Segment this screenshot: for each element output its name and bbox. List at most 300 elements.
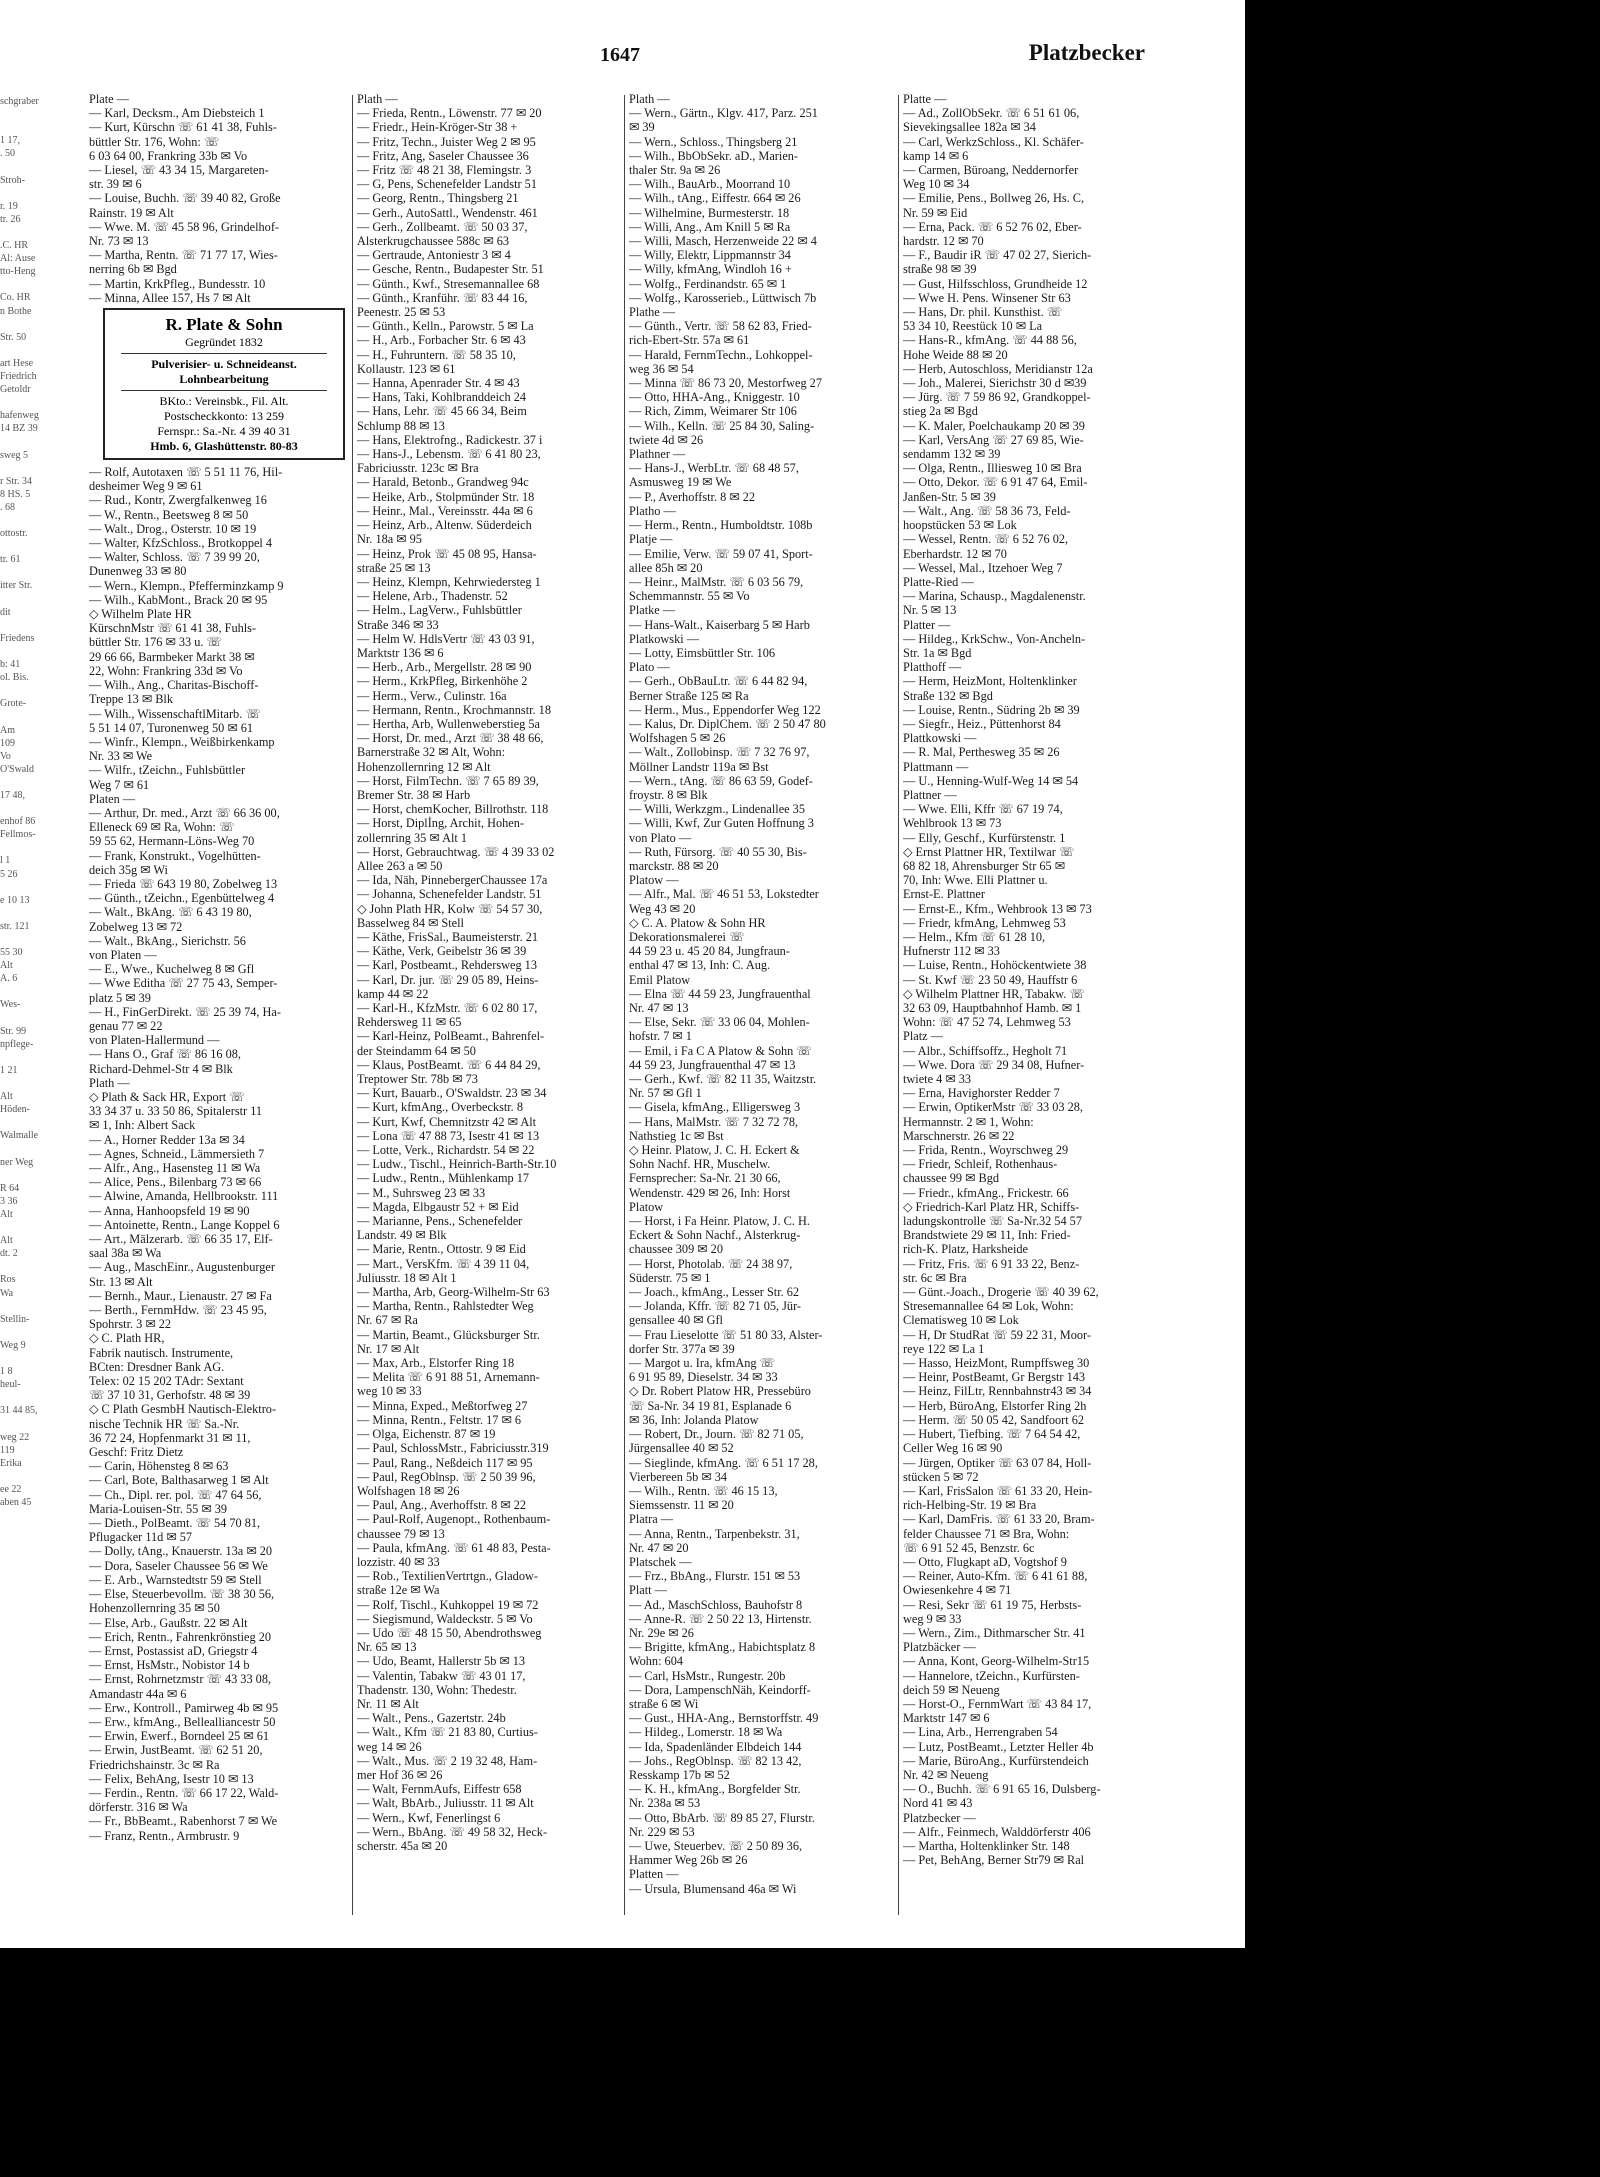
directory-entry-line: — Ida, Näh, PinnebergerChaussee 17a: [357, 873, 548, 888]
directory-entry-line: — Frida, Rentn., Woyrschweg 29: [903, 1143, 1069, 1158]
directory-entry-line: platz 5 ✉ 39: [89, 990, 151, 1005]
directory-entry-line: ◇ C. Plath HR,: [89, 1331, 165, 1346]
directory-entry-line: Weg 7 ✉ 61: [89, 777, 150, 792]
directory-entry-line: scherstr. 45a ✉ 20: [357, 1838, 448, 1853]
directory-entry-line: — Wolfg., Karosseriеb., Lüttwisch 7b: [629, 290, 817, 305]
directory-entry-line: — Willi, Ang., Am Knill 5 ✉ Ra: [629, 219, 791, 234]
directory-entry-line: büttler Str. 176, Wohn: ☏: [89, 134, 220, 149]
directory-entry-line: 59 55 62, Hermann-Löns-Weg 70: [89, 834, 255, 849]
gutter-fragment: 8 HS. 5: [0, 488, 31, 500]
directory-entry-line: — Walt., Ang. ☏ 58 36 73, Feld-: [903, 503, 1071, 518]
directory-entry-line: — Kurt, kfmAng., Overbeckstr. 8: [357, 1100, 523, 1115]
directory-entry-line: — Walt., Zollobinsp. ☏ 7 32 76 97,: [629, 745, 810, 760]
directory-entry-line: — Wilh., WissenschaftlMitarb. ☏: [89, 706, 261, 721]
directory-entry-line: — Fritz, Ang, Saseler Chaussee 36: [357, 148, 529, 163]
directory-entry-line: — Ad., MaschSchloss, Bauhofstr 8: [629, 1597, 803, 1612]
directory-entry-line: — Fr., BbBeamt., Rabenhorst 7 ✉ We: [89, 1814, 278, 1829]
directory-entry-line: — Käthe, Verk, Geibelstr 36 ✉ 39: [357, 944, 527, 959]
directory-column-3: [629, 92, 891, 1932]
directory-entry-line: stücken 5 ✉ 72: [903, 1469, 979, 1484]
directory-entry-line: — Minna ☏ 86 73 20, Mestorfweg 27: [629, 376, 822, 391]
directory-entry-line: thaler Str. 9a ✉ 26: [629, 163, 721, 178]
directory-entry-line: rich-K. Platz, Harksheide: [903, 1242, 1028, 1257]
directory-entry-line: — Walter, Schloss. ☏ 7 39 99 20,: [89, 550, 260, 565]
directory-entry-line: — Paula, kfmAng. ☏ 61 48 83, Pesta-: [357, 1540, 551, 1555]
gutter-fragment: [0, 1221, 85, 1234]
directory-entry-line: — Hans, MalMstr. ☏ 7 32 72 78,: [629, 1114, 799, 1129]
directory-entry-line: — Wilh., tAng., Eiffestr. 664 ✉ 26: [629, 191, 801, 206]
directory-entry-line: — Horst, i Fa Heinr. Platow, J. C. H.: [629, 1214, 810, 1229]
directory-entry-line: — Wilh., BbObSekr. aD., Marien-: [629, 148, 799, 163]
gutter-fragment: str. 121: [0, 920, 30, 932]
directory-entry-line: — Else, Sekr. ☏ 33 06 04, Mohlen-: [629, 1015, 810, 1030]
directory-entry-line: — Carl, Bote, Balthasarweg 1 ✉ Alt: [89, 1473, 269, 1488]
directory-entry-line: — Dora, LampenschNäh, Keindorff-: [629, 1682, 811, 1697]
directory-entry-line: — Friedr, Schleif, Rothenhaus-: [903, 1157, 1058, 1172]
directory-entry-line: — Agnes, Schneid., Lämmersieth 7: [89, 1146, 265, 1161]
directory-entry-line: — Hubert, Tiefbing. ☏ 7 64 54 42,: [903, 1427, 1081, 1442]
gutter-fragment: r Str. 34: [0, 475, 32, 487]
directory-entry-line: Plattmann —: [903, 759, 969, 774]
directory-entry-line: nische Technik HR ☏ Sa.-Nr.: [89, 1416, 240, 1431]
directory-entry-line: — Gerh., AutoSattl., Wendenstr. 461: [357, 205, 538, 220]
gutter-fragment: [0, 462, 85, 475]
directory-entry-line: Süderstr. 75 ✉ 1: [629, 1270, 711, 1285]
directory-entry-line: Wohn: 604: [629, 1654, 684, 1669]
directory-entry-line: — Willi, Kwf, Zur Guten Hoffnung 3: [629, 816, 814, 831]
directory-entry-line: stieg 2a ✉ Bgd: [903, 404, 978, 419]
directory-entry-line: — Wilh., BauArb., Moorrand 10: [629, 177, 791, 192]
directory-entry-line: — Hans, Elektrofng., Radickestr. 37 i: [357, 432, 543, 447]
directory-entry-line: — Else, Steuerbevollm. ☏ 38 30 56,: [89, 1587, 275, 1602]
directory-entry-line: — Wern., tAng. ☏ 86 63 59, Godef-: [629, 773, 813, 788]
directory-entry-line: Platt —: [629, 1583, 667, 1598]
page-number: 1647: [600, 44, 640, 66]
directory-entry-line: — Carmen, Büroang, Neddernorfer: [903, 163, 1079, 178]
directory-entry-line: — Otto, HHA-Ang., Kniggestr. 10: [629, 390, 800, 405]
directory-entry-line: — Emil, i Fa C A Platow & Sohn ☏: [629, 1043, 812, 1058]
directory-entry-line: ◇ John Plath HR, Kolw ☏ 54 57 30,: [357, 901, 543, 916]
directory-entry-line: — Gesche, Rentn., Budapester Str. 51: [357, 262, 544, 277]
directory-entry-line: — Lutz, PostBeamt., Letzter Heller 4b: [903, 1739, 1094, 1754]
directory-entry-line: genau 77 ✉ 22: [89, 1018, 163, 1033]
directory-entry-line: — Melita ☏ 6 91 88 51, Arnemann-: [357, 1370, 540, 1385]
gutter-fragment: R 64: [0, 1182, 20, 1194]
directory-entry-line: — Herb., Arb., Mergellstr. 28 ✉ 90: [357, 660, 532, 675]
directory-entry-line: Resskamp 17b ✉ 52: [629, 1767, 730, 1782]
directory-entry-line: — Minna, Allee 157, Hs 7 ✉ Alt: [89, 290, 251, 305]
directory-entry-line: Richard-Dehmel-Str 4 ✉ Blk: [89, 1061, 233, 1076]
gutter-fragment: [0, 1143, 85, 1156]
directory-entry-line: — A., Horner Redder 13a ✉ 34: [89, 1132, 245, 1147]
directory-entry-line: — Art., Mälzerarb. ☏ 66 35 17, Elf-: [89, 1232, 273, 1247]
directory-entry-line: Marschnerstr. 26 ✉ 22: [903, 1128, 1015, 1143]
directory-entry-line: — Luise, Rentn., Hohöckentwiete 38: [903, 958, 1087, 973]
gutter-fragment: O'Swald: [0, 763, 35, 775]
directory-entry-line: — Arthur, Dr. med., Arzt ☏ 66 36 00,: [89, 805, 280, 820]
directory-entry-line: desheimer Weg 9 ✉ 61: [89, 479, 203, 494]
directory-entry-line: — H., Arb., Forbacher Str. 6 ✉ 43: [357, 333, 526, 348]
entries-before-ad: [89, 92, 351, 305]
directory-entry-line: — Kurt, Bauarb., O'Swaldstr. 23 ✉ 34: [357, 1086, 547, 1101]
directory-entry-line: — Erna, Pack. ☏ 6 52 76 02, Eber-: [903, 219, 1082, 234]
directory-entry-line: — Rolf, Autotaxen ☏ 5 51 11 76, Hil-: [89, 465, 283, 480]
directory-entry-line: straße 25 ✉ 13: [357, 560, 431, 575]
directory-entry-line: hoopstücken 53 ✉ Lok: [903, 518, 1017, 533]
directory-entry-line: Marktstr 147 ✉ 6: [903, 1711, 990, 1726]
gutter-fragment: [0, 933, 85, 946]
directory-entry-line: Sievekingsallee 182a ✉ 34: [903, 120, 1036, 135]
directory-entry-line: — Johs., RegOblnsp. ☏ 82 13 42,: [629, 1753, 802, 1768]
gutter-fragment: [0, 396, 85, 409]
directory-entry-line: — Hertha, Arb, Wullenweberstieg 5a: [357, 716, 540, 731]
directory-entry-line: str. 39 ✉ 6: [89, 177, 142, 192]
directory-entry-line: — Marina, Schausp., Magdalenenstr.: [903, 589, 1086, 604]
gutter-fragment: [0, 985, 85, 998]
gutter-fragment: 119: [0, 1444, 15, 1456]
gutter-fragment: [0, 619, 85, 632]
gutter-fragment: Höden-: [0, 1104, 30, 1116]
directory-entry-line: — Heike, Arb., Stolpmünder Str. 18: [357, 489, 535, 504]
gutter-fragment: 17 48,: [0, 789, 25, 801]
directory-entry-line: — Karl, Dr. jur. ☏ 29 05 89, Heins-: [357, 972, 539, 987]
gutter-fragment: [0, 881, 85, 894]
gutter-fragment: l 1: [0, 855, 11, 867]
directory-entry-line: — Frank, Konstrukt., Vogelhütten-: [89, 848, 261, 863]
directory-entry-line: — Anne-R. ☏ 2 50 22 13, Hirtenstr.: [629, 1611, 812, 1626]
directory-entry-line: Celler Weg 16 ✉ 90: [903, 1441, 1003, 1456]
directory-entry-line: — Ernst, Rohrnetzmstr ☏ 43 33 08,: [89, 1672, 272, 1687]
directory-column-2: [357, 92, 619, 1932]
directory-entry-line: kamp 14 ✉ 6: [903, 148, 969, 163]
directory-entry-line: Geschf: Fritz Dietz: [89, 1445, 184, 1460]
directory-entry-line: — Paul, RegOblnsp. ☏ 2 50 39 96,: [357, 1469, 536, 1484]
directory-entry-line: zollernring 35 ✉ Alt 1: [357, 830, 468, 845]
directory-entry-line: — Helm W. HdlsVertr ☏ 43 03 91,: [357, 631, 535, 646]
directory-entry-line: — Wilh., KabMont., Brack 20 ✉ 95: [89, 592, 268, 607]
directory-entry-line: — Walter, KfzSchloss., Brotkoppel 4: [89, 536, 273, 551]
page-header: [0, 40, 1245, 70]
directory-entry-line: hardstr. 12 ✉ 70: [903, 234, 984, 249]
directory-entry-line: reye 122 ✉ La 1: [903, 1341, 985, 1356]
directory-entry-line: von Platen-Hallermund —: [89, 1033, 220, 1048]
directory-entry-line: — Günth., tZeichn., Egenbüttelweg 4: [89, 891, 275, 906]
directory-entry-line: von Platen —: [89, 947, 157, 962]
advertisement-box: [103, 308, 345, 460]
directory-entry-line: Sohn Nachf. HR, Muschelw.: [629, 1157, 771, 1172]
gutter-fragment: itter Str.: [0, 580, 33, 592]
directory-entry-line: weg 36 ✉ 54: [629, 361, 694, 376]
directory-entry-line: — Otto, BbArb. ☏ 89 85 27, Flurstr.: [629, 1810, 815, 1825]
directory-entry-line: — Karl, Decksm., Am Diebsteich 1: [89, 106, 265, 121]
ad-line: BKto.: Vereinsbk., Fil. Alt.: [159, 394, 289, 409]
gutter-fragment: ner Weg: [0, 1156, 34, 1168]
directory-entry-line: — Hans, Lehr. ☏ 45 66 34, Beim: [357, 404, 527, 419]
directory-entry-line: — U., Henning-Wulf-Weg 14 ✉ 54: [903, 773, 1079, 788]
directory-entry-line: — Hans-Walt., Kaiserbarg 5 ✉ Harb: [629, 617, 810, 632]
directory-entry-line: — Emilie, Pens., Bollweg 26, Hs. C,: [903, 191, 1085, 206]
directory-column-1: [89, 92, 351, 1932]
directory-entry-line: felder Chaussee 71 ✉ Bra, Wohn:: [903, 1526, 1070, 1541]
directory-entry-line: — Gerh., Kwf. ☏ 82 11 35, Waitzstr.: [629, 1072, 817, 1087]
directory-entry-line: BCten: Dresdner Bank AG.: [89, 1359, 225, 1374]
directory-entry-line: straße 6 ✉ Wi: [629, 1696, 699, 1711]
directory-entry-line: — Ch., Dipl. rer. pol. ☏ 47 64 56,: [89, 1487, 262, 1502]
directory-entry-line: froystr. 8 ✉ Blk: [629, 787, 708, 802]
directory-entry-line: marckstr. 88 ✉ 20: [629, 858, 719, 873]
directory-entry-line: Nr. 65 ✉ 13: [357, 1640, 417, 1655]
directory-entry-line: Dunenweg 33 ✉ 80: [89, 564, 187, 579]
directory-entry-line: weg 9 ✉ 33: [903, 1611, 962, 1626]
gutter-fragment: ol. Bis.: [0, 672, 29, 684]
gutter-fragment: hafenweg: [0, 410, 39, 422]
directory-entry-line: — Louise, Rentn., Südring 2b ✉ 39: [903, 702, 1080, 717]
directory-entry-line: — W., Rentn., Beetsweg 8 ✉ 50: [89, 507, 249, 522]
directory-entry-line: — Antoinette, Rentn., Lange Koppel 6: [89, 1217, 280, 1232]
directory-entry-line: chaussee 79 ✉ 13: [357, 1526, 445, 1541]
directory-entry-line: — Reiner, Auto-Kfm. ☏ 6 41 61 88,: [903, 1569, 1088, 1584]
gutter-fragment: Walmalle: [0, 1130, 39, 1142]
directory-entry-line: Wohn: ☏ 47 52 74, Lehmweg 53: [903, 1015, 1071, 1030]
directory-entry-line: Fernsprecher: Sa-Nr. 21 30 66,: [629, 1171, 781, 1186]
gutter-fragment: schgraber: [0, 96, 39, 107]
directory-entry-line: — Carin, Höhensteg 8 ✉ 63: [89, 1459, 229, 1474]
gutter-fragment: [0, 1012, 85, 1025]
directory-entry-line: — Günth., Kelln., Parowstr. 5 ✉ La: [357, 319, 534, 334]
directory-entry-line: Schemmannstr. 55 ✉ Vo: [629, 589, 750, 604]
directory-entry-line: — Heinz, FilLtr, Rennbahnstr43 ✉ 34: [903, 1384, 1092, 1399]
directory-entry-line: — Herm., Mus., Eppendorfer Weg 122: [629, 702, 821, 717]
directory-entry-line: — Marianne, Pens., Schenefelder: [357, 1214, 523, 1229]
gutter-fragment: [0, 1326, 85, 1339]
directory-entry-line: — Karl, DamFris. ☏ 61 33 20, Bram-: [903, 1512, 1095, 1527]
directory-entry-line: rich-Helbing-Str. 19 ✉ Bra: [903, 1498, 1037, 1513]
gutter-fragment: art Hese: [0, 357, 34, 369]
gutter-fragment: Alt: [0, 1235, 13, 1247]
directory-entry-line: — Harald, FernmTechn., Lohkoppel-: [629, 347, 813, 362]
directory-entry-line: — Elna ☏ 44 59 23, Jungfrauenthal: [629, 986, 811, 1001]
directory-entry-line: Fabrik nautisch. Instrumente,: [89, 1345, 234, 1360]
gutter-fragment: Wes-: [0, 999, 21, 1011]
directory-entry-line: ◇ Ernst Plattner HR, Textilwar ☏: [903, 844, 1075, 859]
directory-entry-line: ◇ Friedrich-Karl Platz HR, Schiffs-: [903, 1199, 1080, 1214]
directory-entry-line: — Walt., Pens., Gazertstr. 24b: [357, 1711, 506, 1726]
directory-entry-line: Nord 41 ✉ 43: [903, 1796, 973, 1811]
directory-entry-line: Eberhardstr. 12 ✉ 70: [903, 546, 1007, 561]
directory-entry-line: — Felix, BehAng, Isestr 10 ✉ 13: [89, 1771, 254, 1786]
directory-entry-line: Platje —: [629, 532, 673, 547]
directory-entry-line: — Wern., Schloss., Thingsberg 21: [629, 134, 798, 149]
directory-entry-line: Nr. 47 ✉ 13: [629, 1001, 689, 1015]
directory-entry-line: — Paul-Rolf, Augenopt., Rothenbaum-: [357, 1512, 551, 1527]
gutter-fragment: [0, 1260, 85, 1273]
directory-entry-line: — Erw., Kontroll., Pamirweg 4b ✉ 95: [89, 1700, 279, 1715]
directory-entry-line: Platow —: [629, 873, 679, 888]
gutter-fragment: npflege-: [0, 1038, 34, 1050]
directory-entry-line: 33 34 37 u. 33 50 86, Spitalerstr 11: [89, 1104, 263, 1119]
directory-entry-line: — Alfr., Ang., Hasensteg 11 ✉ Wa: [89, 1161, 261, 1175]
directory-entry-line: 5 51 14 07, Turonenweg 50 ✉ 61: [89, 720, 254, 735]
directory-entry-line: — Herm., Verw., Culinstr. 16a: [357, 688, 507, 703]
directory-entry-line: — Ludw., Rentn., Mühlenkamp 17: [357, 1171, 530, 1186]
directory-entry-line: 32 63 09, Hauptbahnhof Hamb. ✉ 1: [903, 1001, 1082, 1015]
directory-entry-line: Nr. 47 ✉ 20: [629, 1540, 689, 1555]
directory-entry-line: — Erna, Havighorster Redder 7: [903, 1086, 1060, 1101]
directory-entry-line: — Lotty, Eimsbüttler Str. 106: [629, 645, 776, 660]
directory-entry-line: — Lotte, Verk., Richardstr. 54 ✉ 22: [357, 1143, 535, 1158]
directory-entry-line: — Minna, Rentn., Feltstr. 17 ✉ 6: [357, 1412, 522, 1427]
directory-entry-line: Platkowski —: [629, 631, 700, 646]
column-divider: [352, 95, 353, 1915]
directory-entry-line: Stresemannallee 64 ✉ Lok, Wohn:: [903, 1299, 1074, 1314]
gutter-fragment: Friedens: [0, 632, 35, 644]
gutter-fragment: [0, 684, 85, 697]
directory-entry-line: — Joh., Malerei, Sierichstr 30 d ✉39: [903, 376, 1087, 391]
gutter-fragment: A. 6: [0, 973, 18, 985]
directory-entry-line: Janßen-Str. 5 ✉ 39: [903, 489, 996, 504]
directory-entry-line: Platte-Ried —: [903, 574, 974, 589]
directory-entry-line: — Günth., Vertr. ☏ 58 62 83, Fried-: [629, 319, 812, 334]
gutter-fragment: Erika: [0, 1457, 22, 1469]
ad-divider: [121, 390, 327, 391]
directory-entry-line: Platzbecker —: [903, 1810, 976, 1825]
directory-entry-line: — Heinz, Prok ☏ 45 08 95, Hansa-: [357, 546, 537, 561]
directory-entry-line: — Hannelore, tZeichn., Kurfürsten-: [903, 1668, 1080, 1683]
directory-entry-line: — Elly, Geschf., Kurfürstenstr. 1: [903, 830, 1066, 845]
directory-entry-line: lozzistr. 40 ✉ 33: [357, 1554, 440, 1569]
directory-entry-line: ✉ 39: [629, 120, 655, 135]
gutter-fragment: 55 30: [0, 947, 23, 959]
directory-entry-line: Barnerstraße 32 ✉ Alt, Wohn:: [357, 745, 506, 760]
directory-entry-line: 68 82 18, Ahrensburger Str 65 ✉: [903, 858, 1066, 873]
gutter-fragment: . 68: [0, 501, 15, 513]
gutter-fragment: Alt: [0, 1091, 13, 1103]
directory-entry-line: — Hasso, HeizMont, Rumpffsweg 30: [903, 1356, 1090, 1371]
column-divider: [624, 95, 625, 1915]
directory-entry-line: Emil Platow: [629, 972, 691, 987]
directory-entry-line: Platte —: [903, 92, 947, 106]
gutter-fragment: [0, 514, 85, 527]
directory-entry-line: — Paul, SchlossMstr., Fabriciusstr.319: [357, 1441, 549, 1456]
directory-entry-line: — Wern., Klempn., Pfefferminzkamp 9: [89, 578, 284, 593]
gutter-fragment: 1 17,: [0, 135, 20, 147]
directory-entry-line: ✉ 36, Inh: Jolanda Platow: [629, 1412, 759, 1427]
directory-entry-line: — Dora, Saseler Chaussee 56 ✉ We: [89, 1558, 268, 1573]
directory-entry-line: — Gust., HHA-Ang., Bernstorffstr. 49: [629, 1711, 819, 1726]
directory-entry-line: Spohrstr. 3 ✉ 22: [89, 1317, 172, 1332]
directory-entry-line: — Lona ☏ 47 88 73, Isestr 41 ✉ 13: [357, 1128, 540, 1143]
directory-entry-line: Hohe Weide 88 ✉ 20: [903, 347, 1008, 362]
gutter-fragment: 109: [0, 737, 15, 749]
directory-entry-line: — Wilh., Rentn. ☏ 46 15 13,: [629, 1483, 778, 1498]
directory-entry-line: — Horst, FilmTechn. ☏ 7 65 89 39,: [357, 773, 539, 788]
directory-entry-line: — Georg, Rentn., Thingsberg 21: [357, 191, 519, 206]
directory-entry-line: — Frieda, Rentn., Löwenstr. 77 ✉ 20: [357, 106, 542, 121]
directory-entry-line: — Erwin, JustBeamt. ☏ 62 51 20,: [89, 1743, 263, 1758]
directory-entry-line: — Olga, Eichenstr. 87 ✉ 19: [357, 1427, 496, 1442]
directory-entry-line: — Alfr., Mal. ☏ 46 51 53, Lokstedter: [629, 887, 819, 902]
directory-entry-line: Platter —: [903, 617, 951, 632]
gutter-fragment: [0, 776, 85, 789]
directory-entry-line: — Karl, Postbeamt., Rehdersweg 13: [357, 958, 537, 973]
directory-entry-line: Telex: 02 15 202 TAdr: Sextant: [89, 1374, 244, 1389]
directory-entry-line: Platthoff —: [903, 660, 962, 675]
directory-entry-line: — Horst, Gebrauchtwag. ☏ 4 39 33 02: [357, 844, 555, 859]
directory-entry-line: — Hildeg., Lomerstr. 18 ✉ Wa: [629, 1725, 783, 1740]
directory-entry-line: — Uwe, Steuerbev. ☏ 2 50 89 36,: [629, 1838, 803, 1853]
directory-entry-line: — Wern., Zim., Dithmarscher Str. 41: [903, 1625, 1086, 1640]
directory-entry-line: — Hans, Taki, Kohlbranddeich 24: [357, 390, 526, 405]
gutter-fragment: [0, 187, 85, 200]
directory-entry-line: — M., Suhrsweg 23 ✉ 33: [357, 1185, 486, 1200]
directory-entry-line: Marktstr 136 ✉ 6: [357, 645, 444, 660]
gutter-fragment: heul-: [0, 1379, 21, 1391]
directory-entry-line: Rainstr. 19 ✉ Alt: [89, 205, 174, 220]
directory-entry-line: — Kalus, Dr. DiplChem. ☏ 2 50 47 80: [629, 716, 826, 731]
directory-entry-line: straße 98 ✉ 39: [903, 262, 977, 277]
directory-entry-line: — Heinr, PostBeamt, Gr Bergstr 143: [903, 1370, 1086, 1385]
directory-entry-line: — Anna, Kont, Georg-Wilhelm-Str15: [903, 1654, 1090, 1669]
directory-entry-line: twiete 4 ✉ 33: [903, 1072, 972, 1087]
directory-entry-line: — E. Arb., Warnstedtstr 59 ✉ Stell: [89, 1572, 262, 1587]
gutter-fragment: [0, 566, 85, 579]
directory-entry-line: 22, Wohn: Frankring 33d ✉ Vo: [89, 663, 243, 678]
gutter-fragment: Getoldr: [0, 384, 31, 396]
directory-entry-line: Wehlbrook 13 ✉ 73: [903, 816, 1002, 831]
gutter-fragment: 3 36: [0, 1195, 18, 1207]
directory-entry-line: Hermannstr. 2 ✉ 1, Wohn:: [903, 1114, 1034, 1129]
directory-entry-line: — H., FinGerDirekt. ☏ 25 39 74, Ha-: [89, 1004, 281, 1019]
directory-entry-line: — Hans-J., WerbLtr. ☏ 68 48 57,: [629, 461, 799, 476]
directory-entry-line: 44 59 23 u. 45 20 84, Jungfraun-: [629, 944, 790, 959]
directory-entry-line: — Martha, Holtenklinker Str. 148: [903, 1838, 1070, 1853]
directory-entry-line: — G, Pens, Schenefelder Landstr 51: [357, 177, 537, 192]
directory-entry-line: Peenestr. 25 ✉ 53: [357, 305, 446, 320]
directory-entry-line: Friedrichshainstr. 3c ✉ Ra: [89, 1757, 220, 1772]
gutter-fragment: 1 21: [0, 1064, 18, 1076]
directory-entry-line: — Anna, Rentn., Tarpenbekstr. 31,: [629, 1526, 800, 1541]
directory-entry-line: — Resi, Sekr ☏ 61 19 75, Herbsts-: [903, 1597, 1082, 1612]
directory-entry-line: — Jolanda, Kffr. ☏ 82 71 05, Jür-: [629, 1299, 802, 1314]
directory-entry-line: Plattner —: [903, 787, 957, 802]
directory-entry-line: Platke —: [629, 603, 676, 618]
ad-line: Pulverisier- u. Schneideanst.: [151, 357, 297, 372]
directory-entry-line: — Wern., BbAng. ☏ 49 58 32, Heck-: [357, 1824, 548, 1839]
gutter-fragment: dt. 2: [0, 1248, 18, 1260]
directory-entry-line: Nr. 238a ✉ 53: [629, 1796, 701, 1811]
directory-entry-line: — Heinz, Klempn, Kehrwiedersteg 1: [357, 574, 541, 589]
directory-entry-line: Dekorationsmalerei ☏: [629, 929, 745, 944]
gutter-fragment: ee 22: [0, 1483, 22, 1495]
ad-line: Fernspr.: Sa.-Nr. 4 39 40 31: [157, 424, 291, 439]
directory-entry-line: — Winfr., Klempn., Weißbirkenkamp: [89, 734, 275, 749]
directory-entry-line: Platow: [629, 1199, 664, 1214]
gutter-fragment: [0, 121, 85, 134]
directory-entry-line: Nr. 11 ✉ Alt: [357, 1696, 419, 1711]
directory-entry-line: — Udo ☏ 48 15 50, Abendrothsweg: [357, 1625, 542, 1640]
gutter-fragment: b: 41: [0, 659, 21, 671]
directory-entry-line: nerring 6b ✉ Bgd: [89, 262, 177, 277]
directory-entry-line: 29 66 66, Barmbeker Markt 38 ✉: [89, 649, 255, 664]
gutter-fragment: tr. 61: [0, 554, 21, 566]
directory-entry-line: — Bernh., Maur., Lienaustr. 27 ✉ Fa: [89, 1288, 272, 1303]
directory-entry-line: — Wwe Editha ☏ 27 75 43, Semper-: [89, 976, 278, 991]
directory-entry-line: — Olga, Rentn., Illiesweg 10 ✉ Bra: [903, 461, 1082, 476]
directory-entry-line: Wendenstr. 429 ✉ 26, Inh: Horst: [629, 1185, 791, 1200]
directory-entry-line: Owiesenkehre 4 ✉ 71: [903, 1583, 1012, 1598]
directory-entry-line: — Brigitte, kfmAng., Habichtsplatz 8: [629, 1640, 816, 1655]
directory-entry-line: — Herm. ☏ 50 05 42, Sandfoort 62: [903, 1412, 1085, 1427]
